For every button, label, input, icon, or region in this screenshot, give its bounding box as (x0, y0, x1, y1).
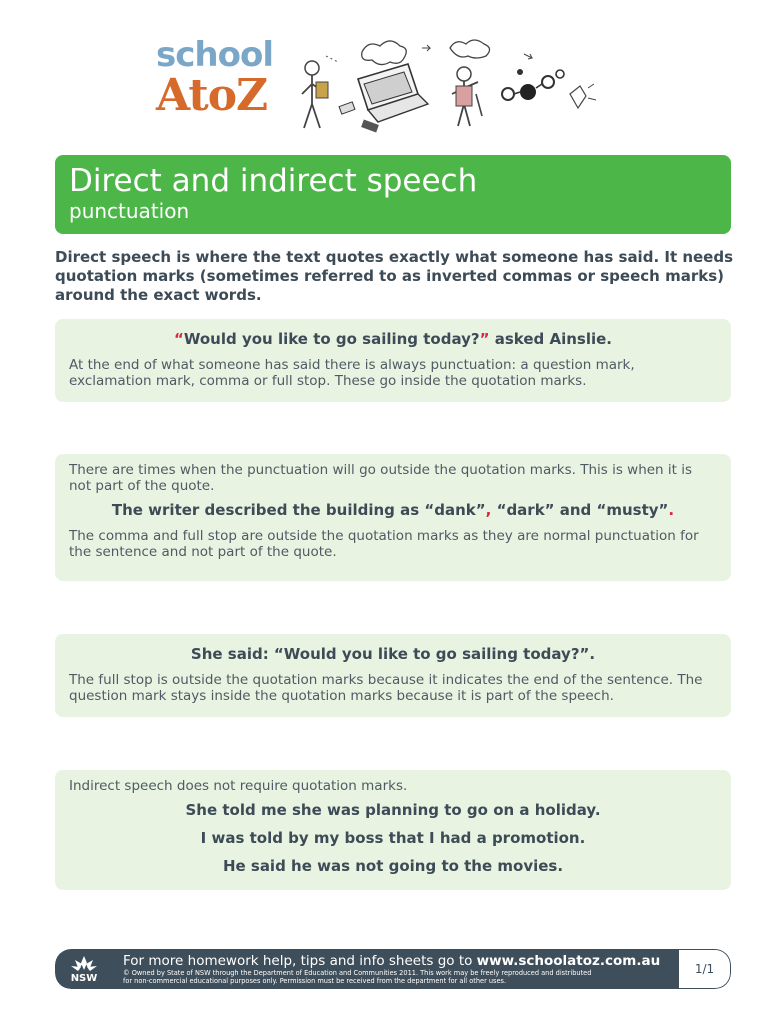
footer-main (55, 949, 679, 989)
school-atoz-logo (150, 34, 610, 134)
example-sentence: She said: “Would you like to go sailing today?”. (190, 645, 596, 663)
logo-word-atoz: AtoZ (156, 70, 268, 121)
indirect-example-2: I was told by my boss that I had a promotion. (200, 829, 586, 847)
intro-note: There are times when the punctuation will go outside the quotation marks. This is when it is not part of the quote. (69, 462, 693, 494)
explanation-note: At the end of what someone has said there is always punctuation: a question mark, exclamation mark, comma or full stop. These go inside the quotation marks. (69, 357, 635, 389)
footer-help-line (123, 953, 660, 969)
intro-note: Indirect speech does not require quotation marks. (69, 778, 408, 794)
title-banner (55, 155, 731, 234)
example-card-direct (55, 319, 731, 402)
close-quote: ” (479, 330, 490, 348)
page-subtitle: punctuation (69, 199, 190, 223)
logo-wordmark (156, 35, 273, 121)
explanation-note: The comma and full stop are outside the quotation marks as they are normal punctuation for the sentence and not part of the quote. (69, 528, 699, 560)
copyright-line-2: for non-commercial educational purposes only. Permission must be received from the department for all other uses. (123, 977, 507, 985)
example-part-1: The writer described the building as “dank” (111, 501, 486, 519)
red-comma: , (485, 501, 492, 519)
explanation-note: The full stop is outside the quotation marks because it indicates the end of the sentence. The question mark stays inside the quotation marks because it is part of the speech. (69, 672, 703, 704)
quoted-text: Would you like to go sailing today? (183, 330, 480, 348)
example-card-outside-punctuation (55, 454, 731, 581)
example-card-indirect (55, 770, 731, 890)
example-card-full-stop (55, 634, 731, 717)
waratah-icon (69, 954, 99, 972)
open-quote: “ (174, 330, 184, 348)
page-number: 1/1 (679, 949, 731, 989)
red-full-stop: . (668, 501, 675, 519)
copyright-line-1: © Owned by State of NSW through the Department of Education and Communities 2011. This work may be freely reproduced and distributed (123, 969, 592, 977)
indirect-example-1: She told me she was planning to go on a holiday. (185, 801, 601, 819)
indirect-example-3: He said he was not going to the movies. (222, 857, 564, 875)
nsw-logo-text: NSW (70, 973, 98, 984)
intro-paragraph: Direct speech is where the text quotes exactly what someone has said. It needs quotation marks (sometimes referred to as inverted commas or speech marks) around the exact words. (55, 248, 734, 304)
example-part-2: “dark” and “musty” (491, 501, 669, 519)
logo-illustration-icon (298, 34, 608, 134)
example-sentence (69, 500, 717, 520)
footer-help-prefix: For more homework help, tips and info sheets go to (123, 953, 477, 969)
logo-word-school: school (156, 35, 273, 75)
website-link[interactable]: www.schoolatoz.com.au (476, 953, 661, 969)
page-title: Direct and indirect speech (69, 163, 478, 199)
nsw-logo (55, 954, 113, 984)
example-sentence (69, 329, 717, 349)
example-rest: asked Ainslie. (489, 330, 612, 348)
footer-bar (55, 949, 731, 989)
footer-text (113, 953, 668, 985)
